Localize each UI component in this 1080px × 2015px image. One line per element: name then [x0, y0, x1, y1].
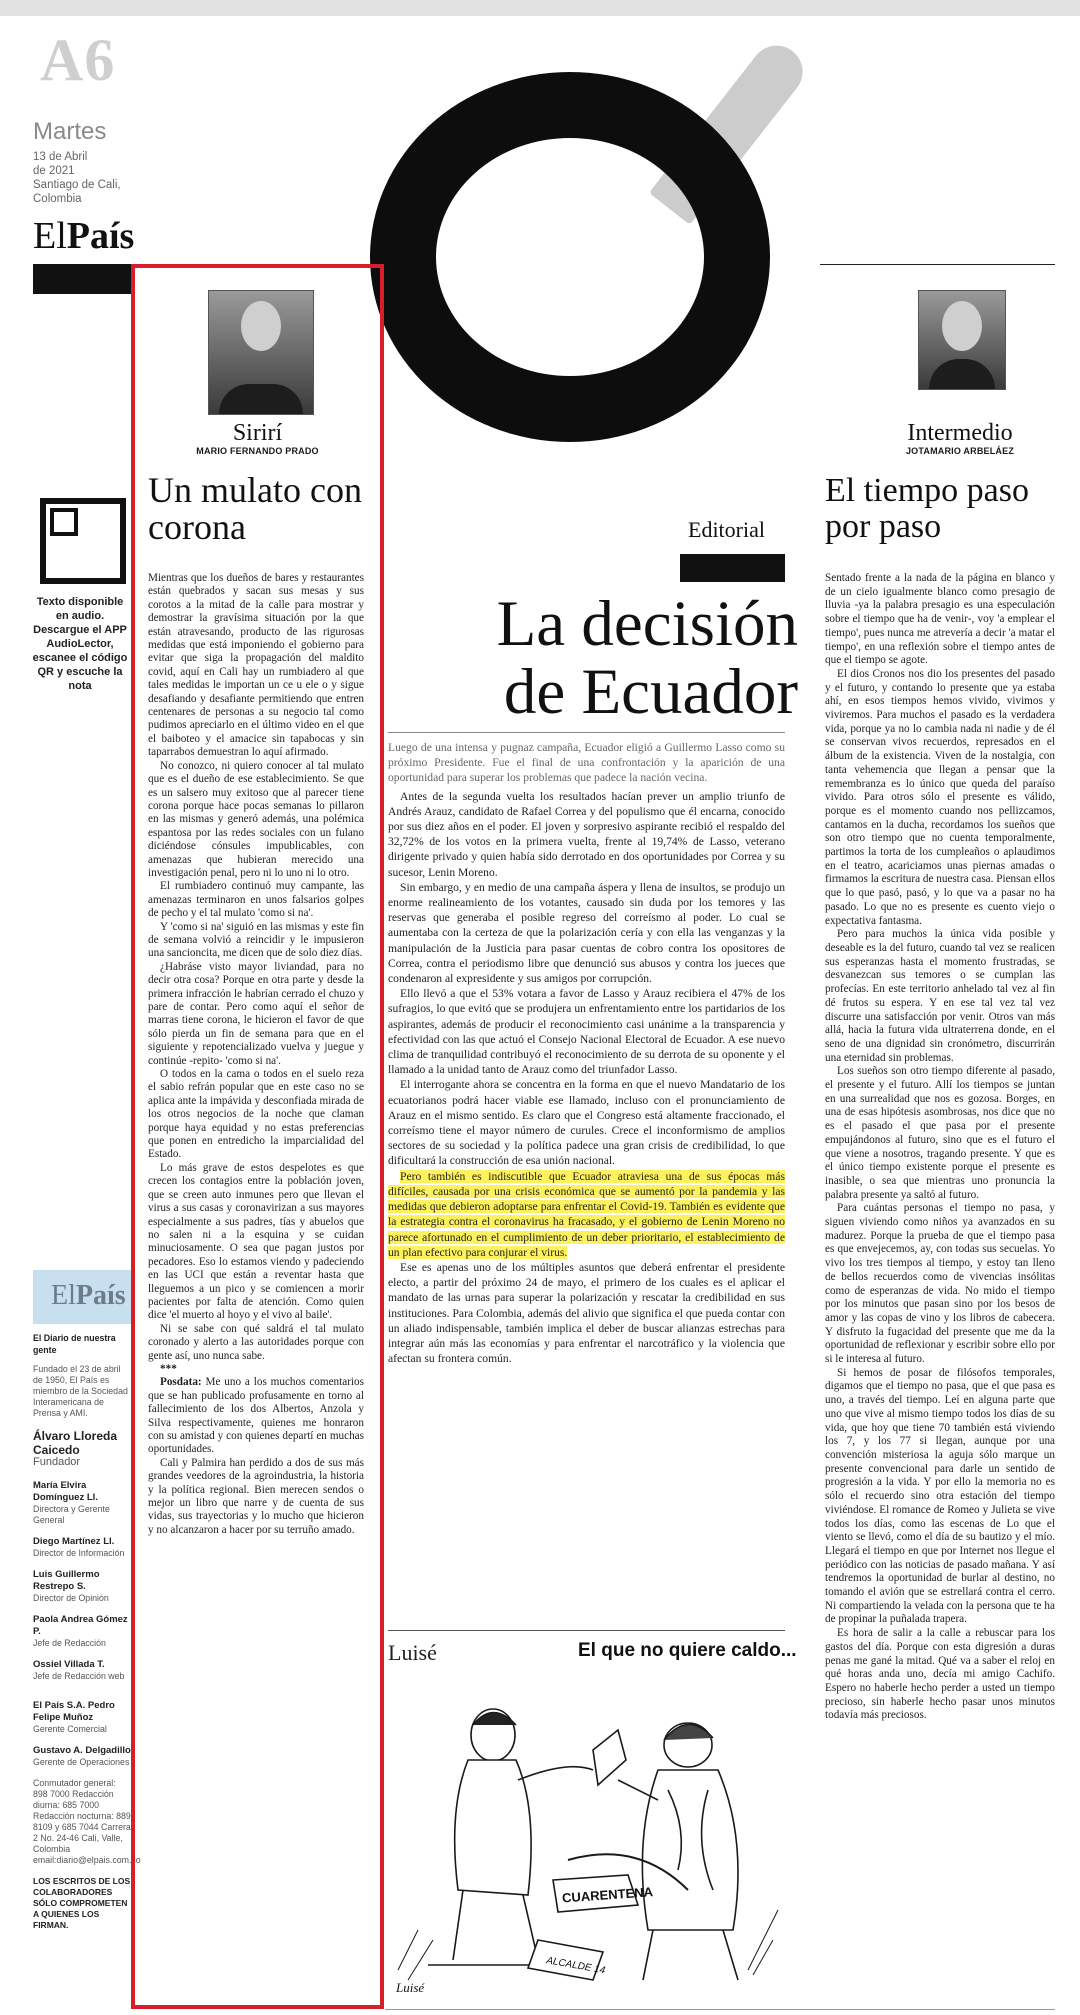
section-label: Editorial	[688, 517, 765, 542]
divider-rule	[820, 264, 1055, 265]
black-bar	[33, 264, 133, 294]
cartoon-artist: Luisé	[388, 1640, 437, 1665]
divider-rule	[385, 2009, 1055, 2010]
staff-entry: Paola Andrea Gómez P. Jefe de Redacción	[33, 1614, 128, 1648]
day-label: Martes	[33, 118, 107, 145]
staff-entry: Ossiel Villada T. Jefe de Redacción web	[33, 1659, 125, 1681]
author-photo	[208, 290, 314, 415]
highlighted-text: Pero también es indiscutible que Ecuador atraviesa una de sus épocas más difíciles, causada por una crisis económica que se aumentó por la pandemia y las medidas que debieron adoptarse para enfrentar el Covid-19. También es evidente que la estrategia contra el coronavirus ha fracasado, y el gobierno de Lenin Moreno no parece afortunado en el cumplimiento de un deber prioritario, el establecimiento de un plan efectivo para conjurar el virus.	[388, 1169, 785, 1259]
cartoon-ground-text: ALCALDE 14	[545, 1955, 606, 1977]
page-number: A6	[40, 27, 116, 93]
masthead	[33, 1332, 141, 1931]
cartoon-title: El que no quiere caldo...	[578, 1640, 797, 1661]
divider-rule	[388, 732, 785, 733]
masthead-tagline: El Diario de nuestra gente	[33, 1333, 116, 1355]
qr-code[interactable]	[40, 498, 126, 584]
section-bar	[680, 554, 785, 582]
disclaimer: LOS ESCRITOS DE LOS COLABORADORES SÓLO COMPROMETEN A QUIENES LOS FIRMAN.	[33, 1876, 131, 1930]
staff-entry: Luis Guillermo Restrepo S. Director de Opinión	[33, 1569, 109, 1603]
staff-entry: Diego Martínez Ll. Director de Información	[33, 1536, 125, 1558]
author-name: JOTAMARIO ARBELÁEZ	[905, 446, 1015, 456]
article-body: Mientras que los dueños de bares y restaurantes están quebrados y sacan sus mesas y sus corotos a la mitad de la calle para mostrar y demostrar la gravísima situación por la que están atravesando, producto de las rigurosas medidas que está imponiendo el gobierno para evitar que siga la propagación del maldito covid, aquí en Cali hay un rumbiadero al que tales medidas le importan un ce u ele o y sigue desafiando y desafiante permitiendo que entren centenares de personas a su negocio tal como pudimos apreciarlo en el último video en el que el baiboteo y el amacice sin tapabocas y sin taparrabos demuestran lo aquí afirmado. No conozco, ni quiero conocer al tal mulato que es el dueño de ese establecimiento. Se que es un salsero muy exitoso que al parecer tiene corona porque hace pocas semanas lo pillaron en las mismas y generó además, una polémica espantosa por las redes sociales con un fulano diciéndose cónsules impublicables, con amenazas que hubieran merecido una investigación penal, pero ni lo uno ni lo otro. El rumbiadero continuó muy campante, las amenazas terminaron en unos falsarios golpes de pecho y el tal mulato 'como si na'. Y 'como si na' siguió en las mismas y este fin de semana volvió a reincidir y le impusieron una sancioncita, me dicen que de solo diez días. ¿Habráse visto mayor liviandad, para no decir otra cosa? Porque en otra parte y desde la primera infracción le habrían cerrado el chuzo y pare de contar. Pero como aquí el señor de marras tiene corona, le hicieron el favor de que sólo pierda un fin de semana para que en el siguiente y repotencializado vuelva y juegue y continúe -repito- 'como si na'. O todos en la cama o todos en el suelo reza el sabio refrán popular que en este caso no se aplica ante la impávida y desconfiada mirada de los otros negocios de la noche que claman porque haya equidad y no estas preferencias que ponen en entredicho la imparcialidad del Estado. Lo más grave de estos despelotes es que crecen los contagios entre la población joven, que se creen auto inmunes pero que llevan el virus a sus casas y coronavirizan a sus mayores especialmente a sus padres, tías y abuelos que no salen ni a la esquina y se cuidan minuciosamente. O sea que pagan justos por pecadores. Eso lo estamos viendo y padeciendo en las UCI que están a reventar hasta que lleguemos a un pico y se comiencen a morir pacientes por falta de atención. Como quien dice 'el muerto al hoyo y el vivo al baile'. Ni se sabe con qué saldrá el tal mulato coronado y alerto a las autoridades porque con gente así, uno nunca sabe. *** Posdata: Me uno a los muchos comentarios que se han publicado profusamente en torno al fallecimiento de los dos Albertos, Anzola y Silva respectivamente, quienes me honraron con su amistad y con quienes departí en muchas oportunidades. Cali y Palmira han perdido a dos de sus más grandes veedores de la agroindustria, la historia y la política regional. Bien merecen sendos o mejor un libro que narre y de cuenta de sus vidas, sus trayectorias y lo mucho que hicieron y no alcanzaron a hacer por su terruño amado.	[148, 572, 364, 1536]
founder-role: Fundador	[33, 1456, 81, 1468]
column-name: Sirirí	[232, 420, 283, 446]
contact-info: Conmutador general: 898 7000 Redacción diurna: 685 7000 Redacción nocturna: 889 8109 y 685 7044 Carrera 2 No. 24-46 Cali, Valle, Colombia email:diario@elpais.com.co	[33, 1778, 141, 1865]
staff-entry: Gustavo A. Delgadillo Gerente de Operaciones	[33, 1745, 131, 1767]
author-photo	[918, 290, 1006, 390]
staff-entry: María Elvira Domínguez Ll. Directora y Gerente General	[33, 1480, 110, 1525]
column-name: Intermedio	[907, 420, 1013, 446]
dateline: 13 de Abril de 2021 Santiago de Cali, Colombia	[33, 151, 121, 205]
masthead-logo: ElPaís	[33, 1270, 131, 1324]
divider-rule	[388, 1630, 785, 1631]
staff-entry: El País S.A. Pedro Felipe Muñoz Gerente Comercial	[33, 1700, 115, 1734]
author-name: MARIO FERNANDO PRADO	[196, 446, 319, 456]
cartoon-sign-text: CUARENTENA	[561, 1884, 654, 1906]
article-body: Sentado frente a la nada de la página en blanco y de un cielo igualmente blanco como presagio de lluvia -ya la palabra presagio es una especulación sobre el tiempo que ha de venir-, voy 'a emplear el tiempo', pues nunca me atrevería a decir 'a matar el tiempo', en una reflexión sobre el tiempo antes de que el tiempo se agote. El dios Cronos nos dio los presentes del pasado y el futuro, y contando lo presente que ya estaba ahí, en esos tiempos hemos vivido, vivimos y viviremos. Para muchos el pasado es la verdadera vida, porque ya no lo cambia nada ni nadie y de él se conservan vivos recuerdos, represados en el álbum de la existencia. Viven de la nostalgia, con tanta vehemencia que llegan a pensar que la remembranza es lo único que queda del paraíso vivido. Para otros sólo el presente es válido, porque es el momento cuando nos pellizcamos, cantamos en la ducha, recordamos los sueños que son otro tiempo que no cuenta temporalmente, partimos la torta de los cumpleaños o aplaudimos en el teatro, acariciamos unas piernas amadas o firmamos la escritura de nuestra casa. Piensan ellos que lo que pasó, pasó, y lo que va a pasar no ha pasado. Lo que no es presente es cuento viejo o expectativa fantasma. Pero para muchos la única vida posible y deseable es la del futuro, cuando tal vez se realicen sus esperanzas hasta el momento frustradas, se desvanezcan sus temores o se cumplan las profecías. En este territorio anhelado tal vez al fin dé frutos su espera. Y en ese tal vez tal vez discurre una satisfacción por venir. Otros van más allá, hacia la futura vida ultraterrena donde, en el seno de una dignidad sin cronómetro, discurrirán una eternidad sin problemas. Los sueños son otro tiempo diferente al pasado, el presente y el futuro. Allí los tiempos se juntan en una surrealidad que nos es gozosa. Borges, en una de esas hipótesis asombrosas, nos dice que no es el pasado el que pasa por el presente empujándonos al futuro, sino que es el futuro el que viene a nosotros, tragando presente. Y que es el único tiempo existente porque el presente es inasible, o sea que mientras uno pronuncia la palabra presente ya saltó al futuro. Para cuántas personas el tiempo no pasa, y siguen viviendo como niños ya avanzados en su madurez. Porque la prueba de que el tiempo pasa es que envejecemos, ay, con todas sus secuelas. Yo vivo los tres tiempos al tiempo, y estoy tan lleno de bellos recuerdos como de vivencias insólitas como de esperanzas de vida. No mido el tiempo por los minutos que pasan sino por los besos de amor y las copas de vino y los libros de cabecera. Y disfruto la fugacidad del presente que me da la oportunidad de reflexionar y escribir sobre ello por si le interesa al futuro. Si hemos de posar de filósofos temporales, digamos que el tiempo no pasa, que el que pasa es uno, a través del tiempo. Leí en alguna parte que uno que vive al mismo tiempo todos los días de su vida, que hoy que tiene 70 también está viviendo los 7, y los 77 si llegan, aunque por una convención misteriosa la aguja sólo marque un presente convencional para darle un sentido de progresión a la vida. Y por ello la memoria no es sólo el recuerdo sino otra estación del tiempo viviéndose. El romance de Romeo y Julieta se vive todos los días, como las escenas de Lo que el viento se llevó, como el día de su bautizo y el mío. Llegará el tiempo en que por Internet nos llegue el periódico con las noticias de pasado mañana. Y así tendremos la oportunidad de burlar al destino, no tomando el avión que se estrellará contra el cerro. Ni compartiendo la velada con la persona que te ha de propinar la puñalada trapera. Es hora de salir a la calle a rebuscar para los gastos del día. Porque con esta digresión a duras penas me gané la mitad. Qué va a saber el reloj en qué horas anda uno, decía mi amigo Cachifo. Espero no haberle hecho perder a usted un tiempo precioso, sin haberle hecho pasar unos minutos todavía más preciosos.	[825, 572, 1055, 1722]
editorial-headline: La decisión de Ecuador	[496, 588, 798, 728]
editorial-lead: Luego de una intensa y pugnaz campaña, Ecuador eligió a Guillermo Lasso como su próximo Presidente. Fue el final de una confrontación y la aparición de una oportunidad para superar los problemas que padece la nación vecina.	[388, 741, 785, 785]
cartoon-illustration	[388, 1690, 785, 1995]
masthead-founded: Fundado el 23 de abril de 1950, El País es miembro de la Sociedad Interamericana de Prensa y AMI.	[33, 1364, 128, 1418]
article-headline: Un mulato con corona	[148, 470, 362, 547]
top-bar	[0, 0, 1080, 16]
qr-text: Texto disponible en audio. Descargue el APP AudioLector, escanee el código QR y escuche la nota	[32, 596, 128, 692]
brand-logo: ElPaís	[33, 215, 135, 257]
founder-name: Álvaro Lloreda Caicedo	[33, 1429, 118, 1457]
article-headline: El tiempo paso por paso	[825, 472, 1029, 545]
editorial-body: Luego de una intensa y pugnaz campaña, Ecuador eligió a Guillermo Lasso como su próximo Presidente. Fue el final de una confrontación y la aparición de una oportunidad para superar los problemas que padece la nación vecina. Antes de la segunda vuelta los resultados hacían prever un amplio triunfo de Andrés Arauz, candidato de Rafael Correa y del populismo que él encarna, conocido por sus diez años en el poder. El joven y sorpresivo aspirante recibió el respaldo del 32,72% de los votos en la primera vuelta, frente al 19,74% de Lasso, veterano dirigente privado y quien había sido derrotado en dos oportunidades por Correa y su sucesor, Lenin Moreno. Sin embargo, y en medio de una campaña áspera y llena de insultos, se produjo un enorme realineamiento de los votantes, causado sin duda por los temores y las reservas que generaba el posible regreso del correísmo al poder. Lo cual se aumentaba con la certeza de que la polarización cería y con ella las venganzas y la manipulación de la Justicia para pasar cuentas de cobro contra los opositores de Correa, contra el periodismo libre que denunció sus abusos y contra los jueces que condenaron al expresidente y sus amigos por corrupción. Ello llevó a que el 53% votara a favor de Lasso y Arauz recibiera el 47% de los sufragios, lo que evitó que se produjera un enfrentamiento entre los partidarios de los aspirantes, además de producir el reconocimiento casi unánime a la transparencia y efectividad con las que actuó el Consejo Nacional Electoral de Ecuador. A ese nuevo clima de tranquilidad contribuyó el reconocimiento de su derrota de su oponente y el llamado a la unidad tanto de Arauz como del triunfador Lasso. El interrogante ahora se concentra en la forma en que el nuevo Mandatario de los ecuatorianos podrá hacer viable ese llamado, incluso con el pronunciamiento de Arauz en el mismo sentido. Es claro que el Congreso está altamente fraccionado, el correísmo tiene el mayor número de curules. Crece el inconformismo de amplios sectores de su sociedad y la política padece una gran crisis de credibilidad, lo que dificultará la construcción de esa unión nacional. Pero también es indiscutible que Ecuador atraviesa una de sus épocas más difíciles, causada por una crisis económica que se aumentó por la pandemia y las medidas que debieron adoptarse para enfrentar el Covid-19. También es evidente que la estrategia contra el coronavirus ha fracasado, y el gobierno de Lenin Moreno no parece afortunado en el cumplimiento de un deber prioritario, el establecimiento de un plan efectivo para conjurar el virus. Ese es apenas uno de los múltiples asuntos que deberá enfrentar el presidente electo, a partir del próximo 24 de mayo, el primero de los cuales es el aplicar el mandato de las urnas para superar la polarización y rescatar la credibilidad en sus instituciones. Para Colombia, además del alivio que significa el que pueda contar con un aliado indispensable, también implica el deber de buscar alianzas estrechas para integrar aún más las economías y para enfrentar el narcotráfico y la violencia que afectan su frontera común.	[388, 741, 785, 1366]
opinion-o-graphic	[370, 72, 770, 442]
cartoon-signature: Luisé	[396, 1980, 425, 1995]
